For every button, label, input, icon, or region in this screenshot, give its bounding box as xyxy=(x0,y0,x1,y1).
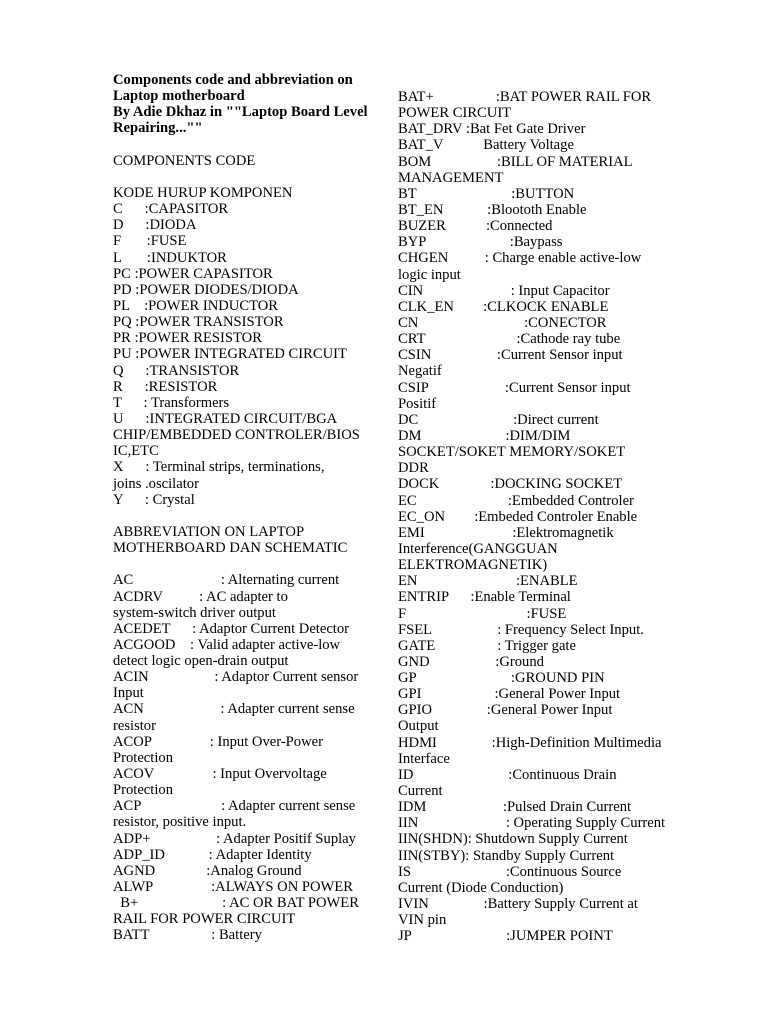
text-line: F :FUSE xyxy=(398,605,567,622)
text-line: Interference(GANGGUAN xyxy=(398,540,558,557)
text-line: ACN : Adapter current sense xyxy=(113,701,355,718)
text-line: ADP_ID : Adapter Identity xyxy=(113,846,312,863)
text-line: Input xyxy=(113,685,144,702)
text-line: EC :Embedded Controler xyxy=(398,492,634,509)
text-line: CSIN :Current Sensor input xyxy=(398,347,623,364)
text-line: GPI :General Power Input xyxy=(398,686,621,703)
text-line: DOCK :DOCKING SOCKET xyxy=(398,476,623,493)
document-title-line: Repairing..."" xyxy=(113,120,203,137)
text-line: ELEKTROMAGNETIK) xyxy=(398,557,548,574)
text-line: EC_ON :Embeded Controler Enable xyxy=(398,508,638,525)
text-line: PR :POWER RESISTOR xyxy=(113,330,262,347)
text-line: ACDRV : AC adapter to xyxy=(113,588,288,605)
text-line: BT :BUTTON xyxy=(398,185,575,202)
text-line: CSIP :Current Sensor input xyxy=(398,379,631,396)
text-line: B+ : AC OR BAT POWER xyxy=(113,895,359,912)
text-line: SOCKET/SOKET MEMORY/SOKET xyxy=(398,444,626,461)
text-line: CLK_EN :CLKOCK ENABLE xyxy=(398,298,609,315)
text-line: resistor xyxy=(113,717,156,734)
text-line: HDMI :High-Definition Multimedia xyxy=(398,734,662,751)
text-line: ENTRIP :Enable Terminal xyxy=(398,589,571,606)
text-line: Output xyxy=(398,718,439,735)
text-line: BOM :BILL OF MATERIAL xyxy=(398,153,633,170)
text-line: logic input xyxy=(398,266,461,283)
text-line: VIN pin xyxy=(398,912,447,929)
text-line: PC :POWER CAPASITOR xyxy=(113,265,273,282)
text-line xyxy=(113,169,363,185)
text-line: BAT_V Battery Voltage xyxy=(398,137,574,154)
text-line: GPIO :General Power Input xyxy=(398,702,613,719)
text-line: FSEL : Frequency Select Input. xyxy=(398,621,644,638)
text-line: C :CAPASITOR xyxy=(113,201,229,218)
text-line: IIN(SHDN): Shutdown Supply Current xyxy=(398,831,628,848)
text-line: IDM :Pulsed Drain Current xyxy=(398,799,632,816)
text-line: DDR xyxy=(398,460,429,477)
right-column xyxy=(398,89,666,945)
text-line: Q :TRANSISTOR xyxy=(113,362,240,379)
text-line: COMPONENTS CODE xyxy=(113,152,256,169)
text-line: Current xyxy=(398,783,443,800)
text-line: ACOP : Input Over-Power xyxy=(113,733,323,750)
text-line: DM :DIM/DIM xyxy=(398,427,571,444)
text-line: BUZER :Connected xyxy=(398,218,553,235)
text-line: PU :POWER INTEGRATED CIRCUIT xyxy=(113,346,347,363)
text-line: system-switch driver output xyxy=(113,604,276,621)
text-line: Protection xyxy=(113,749,173,766)
text-line: IS :Continuous Source xyxy=(398,863,622,880)
text-line: DC :Direct current xyxy=(398,411,599,428)
text-line: BATT : Battery xyxy=(113,927,262,944)
text-line: ALWP :ALWAYS ON POWER xyxy=(113,879,353,896)
text-line: IIN(STBY): Standby Supply Current xyxy=(398,847,615,864)
text-line: ADP+ : Adapter Positif Suplay xyxy=(113,830,356,847)
text-line: ACEDET : Adaptor Current Detector xyxy=(113,620,350,637)
text-line: MANAGEMENT xyxy=(398,169,504,186)
text-line: R :RESISTOR xyxy=(113,378,218,395)
document-title-line: By Adie Dkhaz in ""Laptop Board Level xyxy=(113,104,368,121)
text-line: X : Terminal strips, terminations, xyxy=(113,459,325,476)
text-line: joins .oscilator xyxy=(113,475,199,492)
text-line xyxy=(113,508,363,524)
text-line: CN :CONECTOR xyxy=(398,314,607,331)
text-line: F :FUSE xyxy=(113,233,187,250)
text-line: BT_EN :Bloototh Enable xyxy=(398,201,587,218)
text-line: CHIP/EMBEDDED CONTROLER/BIOS xyxy=(113,427,360,444)
text-line xyxy=(113,556,363,572)
text-line: RAIL FOR POWER CIRCUIT xyxy=(113,911,296,928)
text-line: D :DIODA xyxy=(113,217,197,234)
text-line: GP :GROUND PIN xyxy=(398,670,605,687)
text-line: POWER CIRCUIT xyxy=(398,105,512,122)
text-line: ID :Continuous Drain xyxy=(398,766,617,783)
text-line: U :INTEGRATED CIRCUIT/BGA xyxy=(113,410,338,427)
text-line: KODE HURUP KOMPONEN xyxy=(113,184,293,201)
text-line: BYP :Baypass xyxy=(398,234,563,251)
text-line: EMI :Elektromagnetik xyxy=(398,524,614,541)
text-line: resistor, positive input. xyxy=(113,814,247,831)
document-title-line: Components code and abbreviation on xyxy=(113,72,353,88)
text-line: ABBREVIATION ON LAPTOP xyxy=(113,523,305,540)
text-line: Positif xyxy=(398,395,437,412)
text-line: PL :POWER INDUCTOR xyxy=(113,297,278,314)
text-line: Negatif xyxy=(398,363,442,380)
text-line: PD :POWER DIODES/DIODA xyxy=(113,281,299,298)
text-line: IC,ETC xyxy=(113,443,159,460)
text-line xyxy=(113,137,363,153)
text-line: Y : Crystal xyxy=(113,491,195,508)
text-line: CHGEN : Charge enable active-low xyxy=(398,250,642,267)
text-line: Interface xyxy=(398,750,450,767)
text-line: BAT+ :BAT POWER RAIL FOR xyxy=(398,89,652,105)
document-title-line: Laptop motherboard xyxy=(113,88,245,105)
text-line: MOTHERBOARD DAN SCHEMATIC xyxy=(113,540,348,557)
text-line: CRT :Cathode ray tube xyxy=(398,331,621,348)
text-line: AGND :Analog Ground xyxy=(113,862,302,879)
text-line: Protection xyxy=(113,782,173,799)
text-line: GATE : Trigger gate xyxy=(398,637,576,654)
text-line: IVIN :Battery Supply Current at xyxy=(398,896,638,913)
left-column xyxy=(113,72,368,944)
text-line: detect logic open-drain output xyxy=(113,653,289,670)
text-line: IIN : Operating Supply Current xyxy=(398,815,666,832)
text-line: JP :JUMPER POINT xyxy=(398,928,613,945)
text-line: L :INDUKTOR xyxy=(113,249,227,266)
text-line: ACOV : Input Overvoltage xyxy=(113,766,327,783)
text-line: AC : Alternating current xyxy=(113,572,340,589)
text-line: ACGOOD : Valid adapter active-low xyxy=(113,636,341,653)
text-line: Current (Diode Conduction) xyxy=(398,879,564,896)
text-line: T : Transformers xyxy=(113,394,230,411)
text-line: EN :ENABLE xyxy=(398,573,578,590)
text-line: BAT_DRV :Bat Fet Gate Driver xyxy=(398,121,586,138)
text-line: ACIN : Adaptor Current sensor xyxy=(113,669,359,686)
text-line: ACP : Adapter current sense xyxy=(113,798,356,815)
text-line: PQ :POWER TRANSISTOR xyxy=(113,314,284,331)
text-line: GND :Ground xyxy=(398,653,544,670)
text-line: CIN : Input Capacitor xyxy=(398,282,610,299)
